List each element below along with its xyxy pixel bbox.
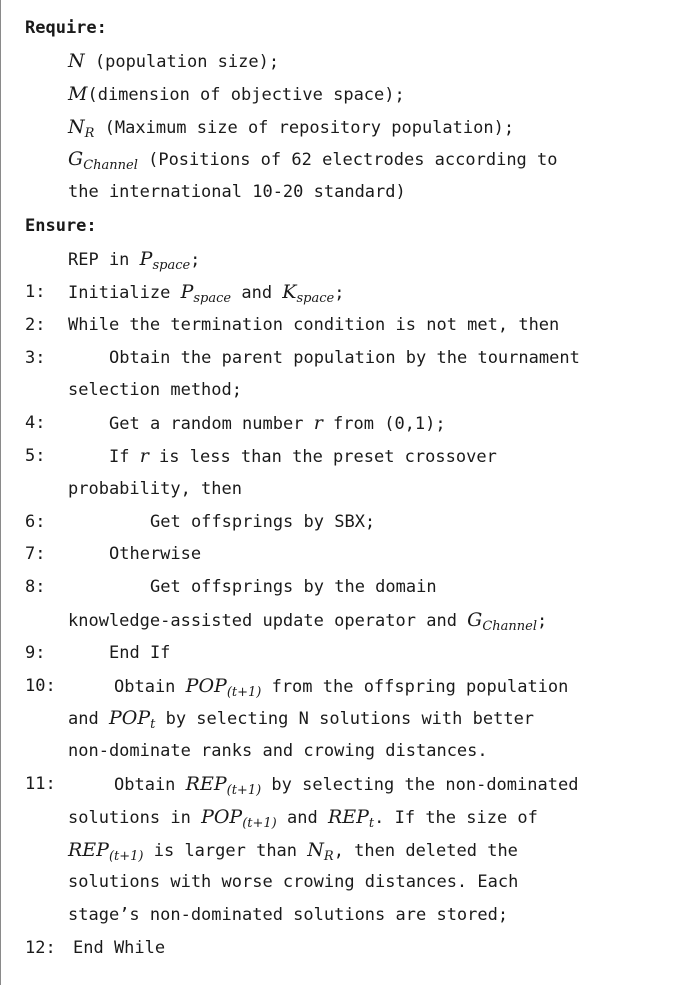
step-text: solutions in — [68, 807, 202, 828]
math-variable: $G_{Channel}$ — [467, 609, 538, 634]
step-text: solutions with worse crowing distances. Each — [68, 872, 519, 893]
step-text: is larger than — [143, 840, 308, 861]
step-text: and — [276, 807, 328, 828]
step-number: 4: — [25, 413, 46, 434]
step-line — [1, 441, 680, 471]
math-variable: r — [313, 412, 323, 435]
step-text: End If — [109, 642, 171, 663]
step-text: Otherwise — [109, 544, 202, 565]
output-var: $P_{space}$ — [139, 248, 191, 273]
require-label: Require: — [25, 18, 107, 38]
math-variable: $REP_t$ — [327, 805, 375, 831]
step-number: 3: — [25, 347, 46, 368]
step-text: Obtain — [114, 676, 186, 697]
step-text: While the termination condition is not met, then — [68, 314, 560, 335]
step-text: Get offsprings by the domain — [150, 577, 437, 598]
step-continuation — [1, 736, 680, 766]
step-text: Obtain — [114, 775, 186, 795]
math-variable: $N_R$ — [307, 838, 334, 864]
require-item — [1, 112, 680, 142]
step-text: by selecting N solutions with better — [155, 709, 535, 730]
step-number: 11: — [25, 774, 56, 794]
step-number: 10: — [25, 675, 56, 696]
step-text: from (0,1); — [322, 414, 446, 435]
require-item — [1, 144, 680, 174]
ensure-heading — [1, 211, 680, 241]
step-continuation — [1, 474, 680, 504]
step-number: 12: — [25, 938, 56, 958]
step-line — [1, 277, 680, 307]
step-text: Get offsprings by SBX; — [150, 511, 376, 532]
input-description: (population size); — [84, 52, 280, 72]
math-variable: $P_{space}$ — [180, 281, 232, 306]
step-text: and — [231, 283, 283, 303]
input-description: the international 10-20 standard) — [68, 182, 406, 203]
step-text: knowledge-assisted update operator and — [68, 611, 468, 631]
step-line — [1, 933, 680, 963]
step-text: by selecting the non-dominated — [261, 775, 579, 795]
step-number: 2: — [25, 314, 46, 335]
step-continuation — [1, 375, 680, 405]
step-text: and — [68, 709, 109, 730]
step-number: 5: — [25, 446, 46, 466]
step-text: is less than the preset crossover — [148, 447, 497, 467]
step-continuation — [1, 802, 680, 832]
math-variable: $POP_t$ — [108, 707, 156, 733]
step-text: ; — [537, 611, 548, 631]
step-text: ; — [334, 283, 345, 303]
step-line — [1, 769, 680, 799]
step-line — [1, 539, 680, 569]
step-line — [1, 507, 680, 537]
step-text: Initialize — [68, 283, 181, 303]
step-line — [1, 310, 680, 340]
input-description: (Positions of 62 electrodes according to — [137, 150, 558, 171]
step-line — [1, 671, 680, 701]
math-variable: $REP_{(t+1)}$ — [68, 838, 144, 864]
input-variable: $N_R$ — [68, 115, 95, 141]
step-text: selection method; — [68, 380, 242, 401]
math-variable: $REP_{(t+1)}$ — [185, 773, 262, 798]
step-number: 8: — [25, 577, 46, 598]
step-continuation — [1, 835, 680, 865]
input-variable: M — [68, 82, 88, 105]
step-number: 7: — [25, 544, 46, 565]
step-text: . If the size of — [374, 807, 538, 828]
step-text: If — [109, 447, 140, 467]
step-text: End While — [73, 938, 166, 958]
step-text: probability, then — [68, 478, 242, 499]
math-variable: $POP_{(t+1)}$ — [185, 674, 262, 700]
step-continuation — [1, 703, 680, 733]
step-line — [1, 638, 680, 668]
step-number: 6: — [25, 511, 46, 532]
math-variable: r — [139, 445, 149, 467]
require-item — [1, 46, 680, 76]
step-line — [1, 343, 680, 373]
step-number: 1: — [25, 282, 46, 302]
input-description: (Maximum size of repository population); — [94, 117, 515, 138]
output-end: ; — [190, 250, 201, 270]
math-variable: $POP_{(t+1)}$ — [201, 805, 277, 831]
ensure-label: Ensure: — [25, 216, 97, 236]
step-continuation — [1, 867, 680, 897]
step-text: stage’s non-dominated solutions are stored; — [68, 905, 509, 926]
input-description: (dimension of objective space); — [87, 84, 405, 105]
step-line — [1, 572, 680, 602]
step-continuation — [1, 605, 680, 635]
math-variable: $K_{space}$ — [282, 281, 335, 306]
step-number: 9: — [25, 642, 46, 663]
require-item — [1, 177, 680, 207]
require-heading — [1, 13, 680, 43]
input-variable: N — [68, 50, 85, 72]
ensure-output — [1, 244, 680, 274]
output-text: REP in — [68, 250, 140, 270]
step-continuation — [1, 900, 680, 930]
step-text: from the offspring population — [261, 676, 569, 697]
step-text: Get a random number — [109, 414, 314, 435]
step-text: Obtain the parent population by the tournament — [109, 347, 580, 368]
step-text: , then deleted the — [333, 840, 518, 861]
step-text: non-dominate ranks and crowing distances. — [68, 741, 488, 762]
require-item — [1, 79, 680, 109]
input-variable: $G_{Channel}$ — [68, 148, 138, 174]
step-line — [1, 408, 680, 438]
